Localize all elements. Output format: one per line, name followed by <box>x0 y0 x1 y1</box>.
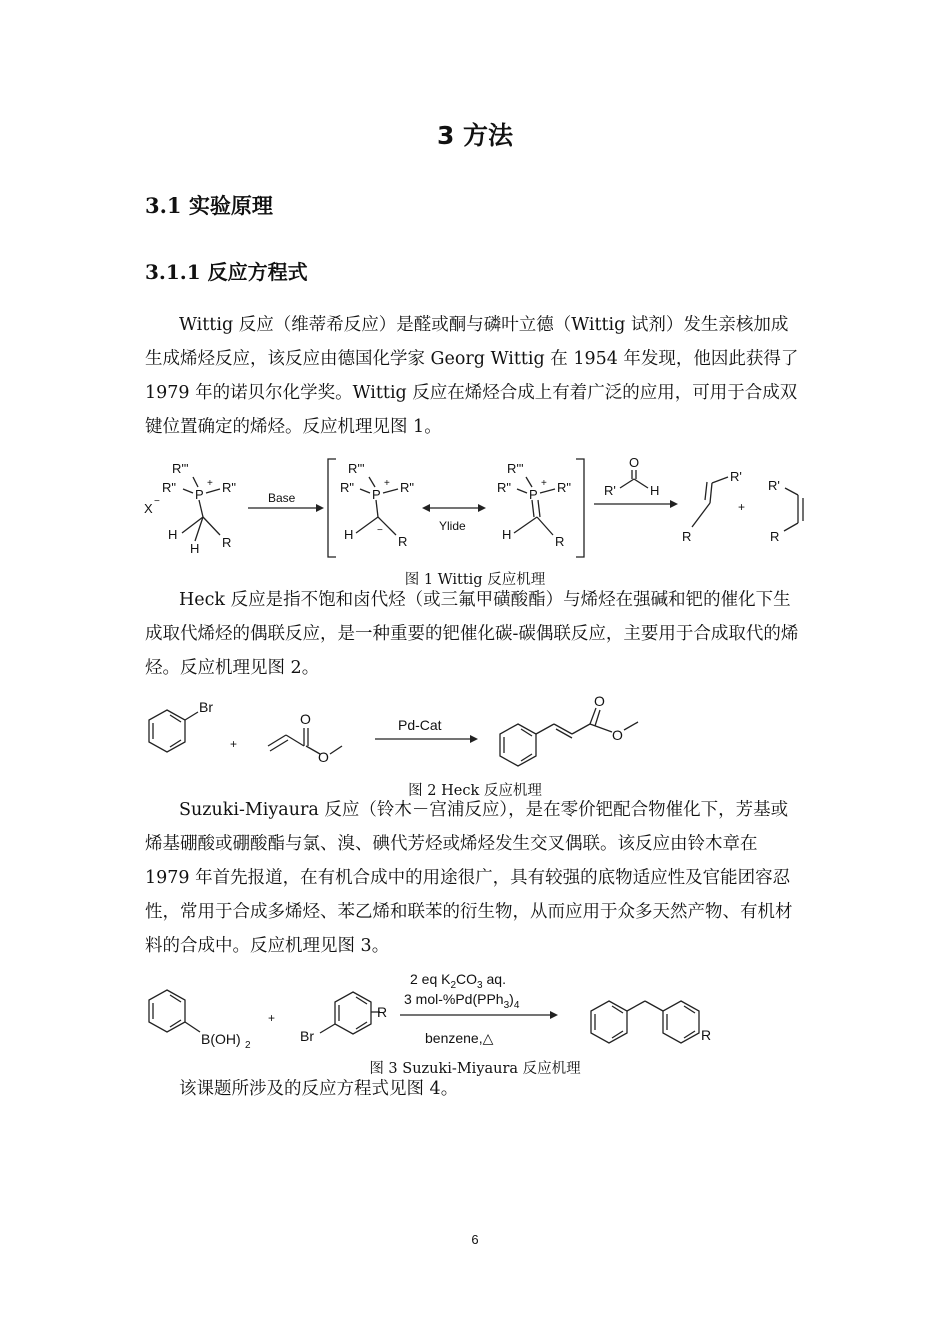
fig3-br: Br <box>300 1028 314 1044</box>
fig1-y1-h: H <box>344 527 354 542</box>
fig1-y2-r: R <box>555 534 565 549</box>
paragraph-wittig: Wittig 反应（维蒂希反应）是醛或酮与磷叶立德（Wittig 试剂）发生亲核加成生成烯烃反应，该反应由德国化学家 Georg Wittig 在 1954 年发现，他因此获得了 1979 年的诺贝尔化学奖。Wittig 反应在烯烃合成上有着广泛的应用，可用于合成双键位置确定的烯烃。反应机理见图 1。 <box>145 315 799 437</box>
fig1-e-r: R <box>682 529 692 544</box>
fig1-p-plus: + <box>207 478 213 489</box>
fig1-ylide-label: Ylide <box>439 519 466 533</box>
chapter-title: 3 方法 <box>436 121 514 150</box>
fig1-z-r1: R' <box>768 478 780 493</box>
fig3-phenylboronic-acid <box>149 990 200 1032</box>
fig2-catalyst: Pd-Cat <box>398 717 442 733</box>
fig1-h1: H <box>168 527 178 542</box>
fig3-condition-1: 2 eq $K_2CO_3$ aq. <box>410 971 506 991</box>
fig1-y1-plus: + <box>384 478 390 489</box>
fig2-o-top: O <box>300 711 311 727</box>
figure-1-caption: 图 1 Wittig 反应机理 <box>404 572 546 588</box>
fig3-plus: + <box>268 1011 276 1025</box>
fig2-acrylate <box>268 728 342 754</box>
fig1-base-label: Base <box>268 491 296 505</box>
fig1-y1-r-right: R" <box>400 480 415 495</box>
fig2-br: Br <box>199 699 213 715</box>
fig3-condition-3: benzene,△ <box>425 1030 494 1046</box>
fig3-aryl-bromide <box>320 992 380 1034</box>
fig1-y2-bonds <box>514 477 555 535</box>
fig1-r-left: R" <box>162 480 177 495</box>
fig1-p: P <box>195 487 204 502</box>
paragraph-heck: Heck 反应是指不饱和卤代烃（或三氟甲磺酸酯）与烯烃在强碱和钯的催化下生成取代烯烃的偶联反应，是一种重要的钯催化碳-碳偶联反应，主要用于合成取代的烯烃。反应机理见图 2。 <box>145 590 799 678</box>
fig1-z-r: R <box>770 529 780 544</box>
fig3-r-reactant: R <box>377 1004 388 1020</box>
fig1-h2: H <box>190 541 200 556</box>
fig1-e-alkene <box>692 477 728 527</box>
fig3-r-product: R <box>701 1027 712 1043</box>
fig1-y2-plus: + <box>541 478 547 489</box>
figure-3-caption: 图 3 Suzuki-Miyaura 反应机理 <box>369 1061 581 1077</box>
fig1-y1-p: P <box>372 487 381 502</box>
figure-suzuki-reaction <box>0 966 950 1051</box>
fig2-product-o-top: O <box>594 693 605 709</box>
fig1-x-minus: − <box>154 496 160 507</box>
fig1-y2-r-left: R" <box>497 480 512 495</box>
fig1-y2-p: P <box>529 487 538 502</box>
fig1-plus: + <box>738 500 746 514</box>
fig2-plus: + <box>230 737 238 751</box>
page-number: 6 <box>471 1232 479 1247</box>
paragraph-reaction-scheme: 该课题所涉及的反应方程式见图 4。 <box>179 1079 459 1099</box>
fig1-r1: R <box>222 535 232 550</box>
fig2-bromobenzene <box>149 710 198 752</box>
fig1-r-top: R'" <box>172 461 189 476</box>
fig1-y1-minus: − <box>377 525 383 536</box>
fig1-x: X <box>144 501 153 516</box>
fig1-y1-r-top: R'" <box>348 461 365 476</box>
section-title: 3.1 实验原理 <box>145 193 273 218</box>
paragraph-suzuki: Suzuki-Miyaura 反应（铃木－宫浦反应），是在零价钯配合物催化下，芳基或烯基硼酸或硼酸酯与氯、溴、碘代芳烃或烯烃发生交叉偶联。该反应由铃木章在 1979 年首先报道，在有机合成中的用途很广，具有较强的底物适应性及官能团容忍性，常用于合成多烯烃、苯乙烯和联苯的衍生物，从而应用于众多天然产物、有机材料的合成中。反应机理见图 3。 <box>145 800 793 956</box>
fig1-ald-r: R' <box>604 483 616 498</box>
subsection-title: 3.1.1 反应方程式 <box>145 260 308 284</box>
fig1-e-r1: R' <box>730 469 742 484</box>
fig1-y1-r: R <box>398 534 408 549</box>
fig1-y1-r-left: R" <box>340 480 355 495</box>
fig1-z-alkene <box>784 488 803 531</box>
fig3-boronic: B(OH) <box>201 1031 241 1047</box>
figure-heck-reaction <box>0 690 950 775</box>
fig1-ald-h: H <box>650 483 660 498</box>
fig1-r-right: R" <box>222 480 237 495</box>
fig2-o-ester: O <box>318 749 329 765</box>
fig3-condition-2: 3 mol-$\%Pd(PPh_3)_4$ <box>404 991 520 1011</box>
fig1-o: O <box>629 455 640 470</box>
fig3-biphenyl <box>591 1001 699 1043</box>
figure-2-caption: 图 2 Heck 反应机理 <box>408 783 542 799</box>
fig3-boronic-sub: 2 <box>245 1040 251 1051</box>
fig1-y2-r-top: R'" <box>507 461 524 476</box>
fig1-y2-h: H <box>502 527 512 542</box>
fig1-y2-r-right: R" <box>557 480 572 495</box>
figure-wittig-mechanism <box>0 455 950 565</box>
fig2-product-o-ester: O <box>612 727 623 743</box>
